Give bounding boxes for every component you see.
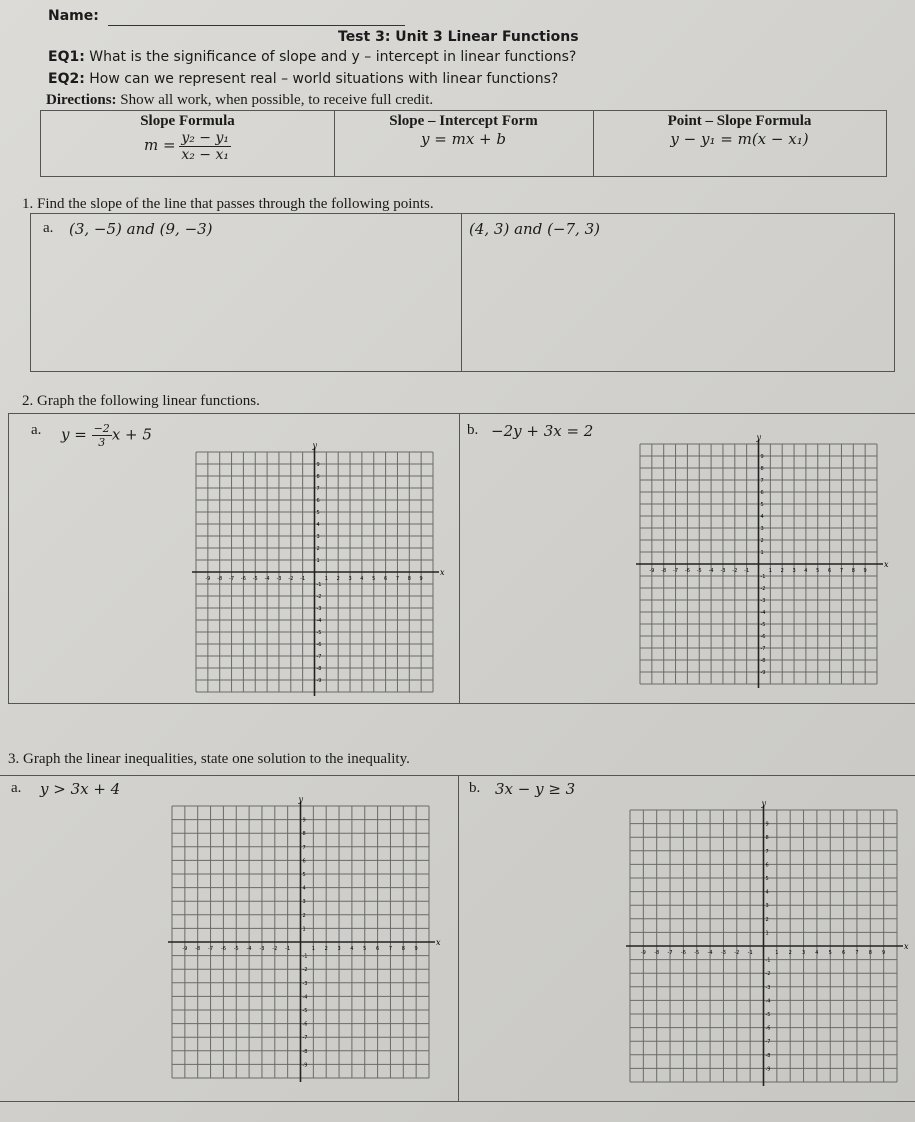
- y-tick-label: 1: [316, 558, 320, 564]
- y-tick-label: -9: [316, 678, 322, 684]
- q1b-points: (4, 3) and (−7, 3): [469, 220, 600, 238]
- y-tick-label: 3: [302, 899, 306, 906]
- y-tick-label: 1: [765, 930, 769, 937]
- y-tick-label: 7: [765, 848, 769, 855]
- x-tick-label: 8: [401, 946, 405, 952]
- x-tick-label: 8: [851, 568, 855, 574]
- y-tick-label: 6: [765, 862, 769, 869]
- y-tick-label: -1: [316, 582, 322, 588]
- x-tick-label: 9: [419, 576, 423, 582]
- q3a-coordinate-grid[interactable]: [162, 794, 447, 1084]
- y-tick-label: -3: [765, 984, 771, 991]
- x-tick-label: 4: [815, 950, 819, 956]
- x-tick-label: -6: [220, 946, 226, 952]
- y-axis-label: y: [312, 441, 318, 450]
- slope-intercept-cell: [334, 113, 593, 148]
- x-tick-label: 5: [363, 946, 367, 952]
- x-tick-label: -7: [229, 576, 235, 582]
- eq2-text: How can we represent real – world situations with linear functions?: [84, 71, 559, 87]
- y-tick-label: 4: [760, 514, 764, 520]
- y-tick-label: 5: [760, 502, 764, 508]
- directions: [46, 92, 433, 109]
- y-tick-label: 8: [316, 474, 320, 480]
- y-tick-label: -7: [316, 654, 322, 660]
- x-tick-label: 5: [816, 568, 820, 574]
- y-tick-label: -8: [316, 666, 322, 672]
- y-tick-label: 9: [302, 817, 306, 824]
- y-tick-label: 2: [316, 546, 320, 552]
- y-tick-label: 2: [302, 912, 306, 919]
- y-axis-label: y: [756, 433, 762, 442]
- x-tick-label: 1: [324, 576, 328, 582]
- y-tick-label: 5: [316, 510, 320, 516]
- x-tick-label: 2: [788, 950, 792, 956]
- y-tick-label: -8: [765, 1052, 771, 1059]
- x-tick-label: 1: [768, 568, 772, 574]
- name-label: Name:: [48, 8, 99, 24]
- x-tick-label: -6: [240, 576, 246, 582]
- y-tick-label: -8: [302, 1048, 308, 1055]
- x-tick-label: -2: [734, 950, 740, 956]
- x-tick-label: -4: [264, 576, 270, 582]
- y-tick-label: 7: [760, 478, 764, 484]
- q2b-equation: −2y + 3x = 2: [491, 422, 594, 440]
- y-tick-label: -9: [765, 1066, 771, 1073]
- x-tick-label: 3: [792, 568, 796, 574]
- x-axis-label: x: [440, 568, 445, 577]
- x-tick-label: -8: [217, 576, 223, 582]
- y-tick-label: -3: [760, 598, 766, 604]
- x-tick-label: -6: [684, 568, 690, 574]
- x-tick-label: 4: [360, 576, 364, 582]
- x-tick-label: -5: [252, 576, 258, 582]
- y-tick-label: 8: [760, 466, 764, 472]
- y-tick-label: 8: [765, 835, 769, 842]
- q1-prompt: 1. Find the slope of the line that passes through the following points.: [22, 196, 434, 212]
- y-tick-label: -7: [760, 646, 766, 652]
- x-tick-label: 7: [388, 946, 393, 952]
- y-tick-label: 6: [302, 858, 306, 865]
- slope-formula-cell: [41, 113, 334, 163]
- y-tick-label: 2: [765, 916, 769, 923]
- x-tick-label: -2: [288, 576, 294, 582]
- y-tick-label: -8: [760, 658, 766, 664]
- x-tick-label: -9: [649, 568, 655, 574]
- x-tick-label: -7: [208, 946, 214, 952]
- eq1-label: EQ1:: [48, 49, 85, 65]
- q3a-label: a.: [11, 780, 22, 796]
- x-tick-label: -1: [744, 568, 750, 574]
- x-tick-label: 8: [868, 950, 872, 956]
- eq2-label: EQ2:: [48, 71, 85, 87]
- x-tick-label: 6: [376, 946, 380, 952]
- x-tick-label: 7: [395, 576, 400, 582]
- q3b-coordinate-grid[interactable]: [620, 798, 915, 1088]
- x-tick-label: -4: [708, 568, 714, 574]
- eq1-text: What is the significance of slope and y – intercept in linear functions?: [84, 49, 577, 65]
- x-tick-label: 2: [780, 568, 784, 574]
- x-tick-label: -8: [654, 950, 660, 956]
- y-tick-label: -6: [316, 642, 322, 648]
- x-tick-label: -9: [205, 576, 211, 582]
- slope-intercept-formula: y = mx + b: [421, 130, 506, 148]
- x-tick-label: 7: [839, 568, 844, 574]
- x-tick-label: 2: [336, 576, 340, 582]
- y-tick-label: 9: [316, 462, 320, 468]
- x-tick-label: 9: [414, 946, 418, 952]
- y-tick-label: -3: [316, 606, 322, 612]
- y-tick-label: -1: [302, 953, 308, 960]
- x-tick-label: 3: [801, 950, 806, 956]
- x-tick-label: 3: [337, 946, 341, 952]
- x-tick-label: -2: [272, 946, 278, 952]
- x-axis-label: x: [436, 938, 441, 947]
- x-tick-label: 6: [384, 576, 388, 582]
- x-tick-label: -2: [732, 568, 738, 574]
- x-tick-label: -9: [640, 950, 646, 956]
- y-tick-label: -5: [765, 1012, 771, 1018]
- x-tick-label: 6: [828, 568, 832, 574]
- x-tick-label: 8: [407, 576, 411, 582]
- x-tick-label: -7: [673, 568, 679, 574]
- x-tick-label: 1: [775, 950, 779, 956]
- y-tick-label: -4: [765, 998, 771, 1005]
- y-tick-label: -3: [302, 980, 308, 987]
- x-tick-label: -8: [661, 568, 667, 574]
- x-tick-label: 5: [828, 950, 832, 956]
- y-tick-label: -4: [302, 994, 308, 1001]
- y-tick-label: 6: [316, 498, 320, 504]
- y-tick-label: 3: [316, 534, 320, 540]
- y-tick-label: -2: [760, 586, 766, 592]
- eq1: [48, 49, 576, 65]
- formula-table: [40, 110, 887, 177]
- x-tick-label: 4: [350, 946, 354, 952]
- y-axis-label: y: [298, 795, 304, 804]
- y-tick-label: 4: [302, 885, 306, 892]
- x-tick-label: -6: [680, 950, 686, 956]
- x-tick-label: -4: [707, 950, 713, 956]
- y-tick-label: -6: [760, 634, 766, 640]
- y-tick-label: -5: [760, 622, 766, 628]
- q2-prompt: 2. Graph the following linear functions.: [22, 393, 260, 409]
- y-tick-label: 5: [765, 876, 769, 882]
- y-tick-label: -1: [765, 957, 771, 964]
- y-tick-label: -5: [302, 1008, 308, 1014]
- y-tick-label: 7: [302, 844, 306, 851]
- y-tick-label: -5: [316, 630, 322, 636]
- x-tick-label: -1: [747, 950, 753, 956]
- y-tick-label: -9: [302, 1062, 308, 1069]
- q3b-label: b.: [469, 780, 481, 796]
- q2a-denominator: 3: [98, 436, 106, 449]
- q2b-coordinate-grid[interactable]: [630, 432, 895, 690]
- x-tick-label: 1: [311, 946, 315, 952]
- q2a-rhs: x + 5: [111, 425, 152, 444]
- x-tick-label: 5: [372, 576, 376, 582]
- eq2: [48, 71, 558, 87]
- y-tick-label: -2: [765, 971, 771, 978]
- y-tick-label: -7: [302, 1035, 308, 1042]
- y-tick-label: 6: [760, 490, 764, 496]
- q3b-inequality: 3x − y ≥ 3: [495, 780, 576, 798]
- y-tick-label: 1: [760, 550, 764, 556]
- slope-lhs: m =: [144, 135, 176, 154]
- test-title: Test 3: Unit 3 Linear Functions: [338, 29, 579, 45]
- x-tick-label: -8: [195, 946, 201, 952]
- y-tick-label: -2: [316, 594, 322, 600]
- x-tick-label: 4: [804, 568, 808, 574]
- point-slope-title: Point – Slope Formula: [667, 113, 812, 129]
- x-tick-label: -1: [300, 576, 306, 582]
- x-tick-label: 3: [348, 576, 352, 582]
- q1a-points: (3, −5) and (9, −3): [69, 220, 213, 238]
- x-axis-label: x: [904, 942, 909, 951]
- y-tick-label: -1: [760, 574, 766, 580]
- y-tick-label: -4: [760, 610, 766, 616]
- y-tick-label: 4: [765, 889, 769, 896]
- y-tick-label: -7: [765, 1039, 771, 1046]
- y-tick-label: 8: [302, 831, 306, 838]
- y-axis-label: y: [761, 799, 767, 808]
- x-tick-label: 2: [324, 946, 328, 952]
- q3-prompt: 3. Graph the linear inequalities, state one solution to the inequality.: [8, 751, 410, 767]
- y-tick-label: 9: [760, 454, 764, 460]
- q2b-label: b.: [467, 422, 479, 438]
- slope-formula-title: Slope Formula: [140, 113, 235, 129]
- x-tick-label: -5: [233, 946, 239, 952]
- q2a-numerator: −2: [93, 422, 110, 435]
- x-tick-label: -1: [285, 946, 291, 952]
- x-tick-label: 6: [842, 950, 846, 956]
- q2a-lhs: y =: [61, 425, 87, 444]
- point-slope-cell: [593, 113, 886, 148]
- x-tick-label: -3: [720, 950, 726, 956]
- point-slope-formula: y − y₁ = m(x − x₁): [670, 130, 809, 148]
- x-tick-label: -3: [276, 576, 282, 582]
- x-tick-label: -9: [182, 946, 188, 952]
- x-tick-label: -7: [667, 950, 673, 956]
- q1a-label: a.: [43, 220, 54, 236]
- y-tick-label: 7: [316, 486, 320, 492]
- y-tick-label: 2: [760, 538, 764, 544]
- x-tick-label: -3: [720, 568, 726, 574]
- slope-numerator: y₂ − y₁: [181, 130, 229, 146]
- y-tick-label: 3: [765, 903, 769, 910]
- y-tick-label: -2: [302, 967, 308, 974]
- y-tick-label: 3: [760, 526, 764, 532]
- y-tick-label: 9: [765, 821, 769, 828]
- x-tick-label: -5: [694, 950, 700, 956]
- slope-denominator: x₂ − x₁: [181, 147, 229, 163]
- x-tick-label: 9: [863, 568, 867, 574]
- y-tick-label: -9: [760, 670, 766, 676]
- directions-label: Directions:: [46, 92, 117, 108]
- x-tick-label: 9: [882, 950, 886, 956]
- q3a-inequality: y > 3x + 4: [40, 780, 121, 798]
- x-tick-label: -4: [246, 946, 252, 952]
- y-tick-label: 4: [316, 522, 320, 528]
- q2a-coordinate-grid[interactable]: [186, 440, 451, 698]
- x-tick-label: -5: [696, 568, 702, 574]
- q2a-label: a.: [31, 422, 42, 438]
- q1-answer-box[interactable]: [30, 213, 895, 372]
- y-tick-label: 1: [302, 926, 306, 933]
- slope-intercept-title: Slope – Intercept Form: [389, 113, 538, 129]
- y-tick-label: 5: [302, 872, 306, 878]
- y-tick-label: -6: [302, 1021, 308, 1028]
- y-tick-label: -6: [765, 1025, 771, 1032]
- x-tick-label: 7: [855, 950, 859, 956]
- directions-text: Show all work, when possible, to receive full credit.: [116, 92, 434, 108]
- y-tick-label: -4: [316, 618, 322, 624]
- x-axis-label: x: [884, 560, 889, 569]
- name-field[interactable]: [108, 25, 405, 26]
- x-tick-label: -3: [259, 946, 265, 952]
